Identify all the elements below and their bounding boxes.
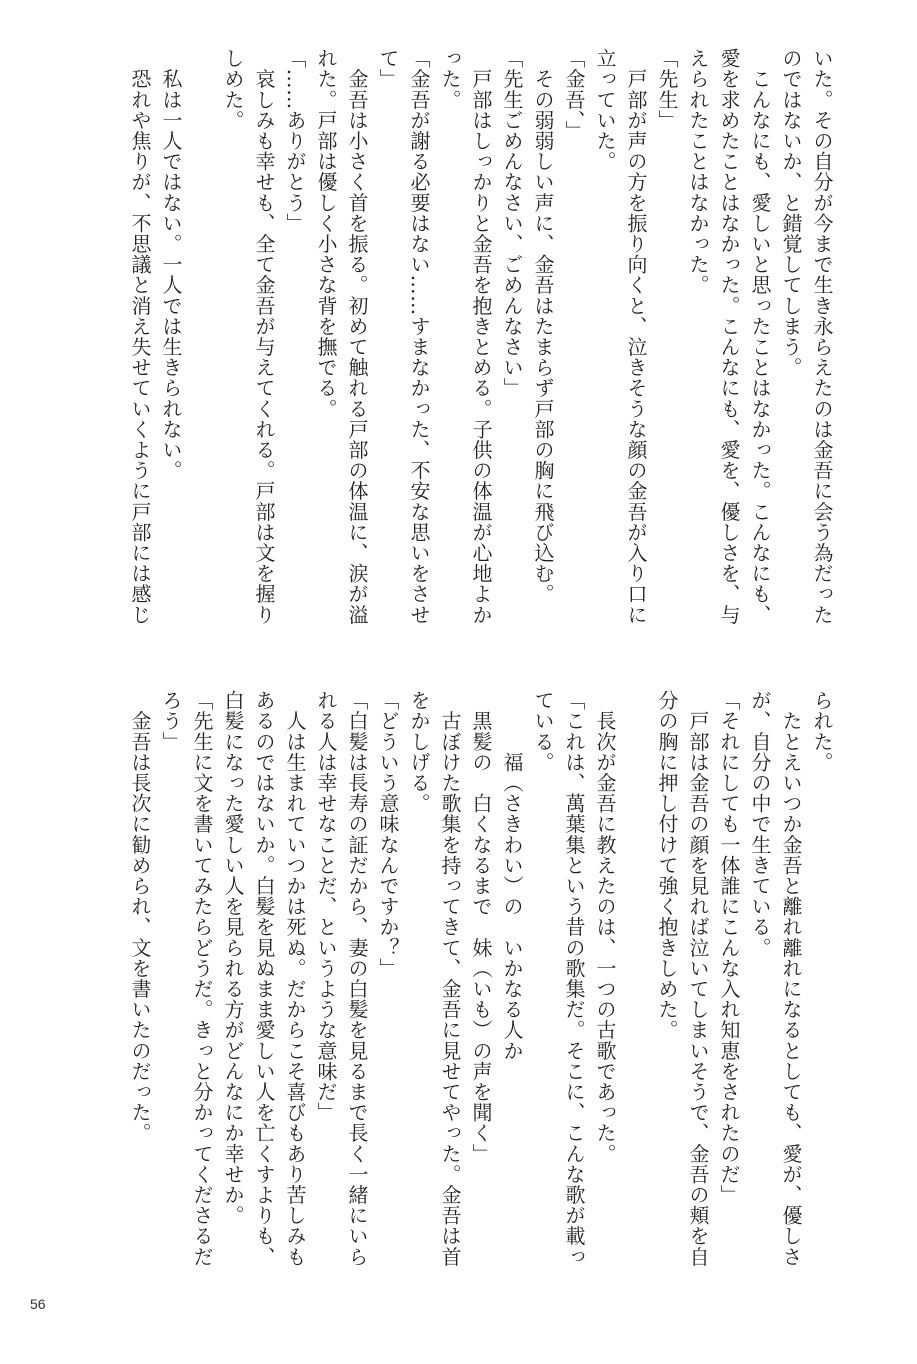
text-line: 「これは、萬葉集という昔の歌集だ。そこに、こんな歌が載っ	[562, 690, 586, 1267]
text-line: 「先生ごめんなさい、ごめんなさい」	[500, 48, 524, 399]
text-line: あるのではないか。白髪を見ぬまま愛しい人を亡くすよりも、	[252, 690, 276, 1267]
text-line	[620, 690, 651, 1270]
text-line: ろう」	[159, 690, 183, 752]
text-line: ている。	[531, 690, 555, 773]
text-line: をかしげる。	[407, 690, 431, 814]
text-line: 愛を求めたことはなかった。こんなにも、愛を、優しさを、与	[717, 48, 741, 625]
text-line: 「どういう意味なんですか？」	[376, 690, 400, 979]
text-line: られた。	[810, 690, 834, 773]
text-line: て」	[376, 48, 400, 90]
text-line: 金吾は長次に勧められ、文を書いたのだった。	[128, 690, 152, 1144]
text-line: 「それにしても一体誰にこんな入れ知恵をされたのだ」	[717, 690, 741, 1205]
text-line: った。	[438, 48, 462, 110]
text-line: いた。その自分が今まで生き永らえたのは金吾に会う為だった	[810, 48, 834, 625]
text-line: 立っていた。	[593, 48, 617, 172]
text-line: たとえいつか金吾と離れ離れになるとしても、愛が、優しさ	[779, 690, 803, 1267]
text-line: しめた。	[221, 48, 245, 131]
text-line: のではないか、と錯覚してしまう。	[779, 48, 803, 378]
text-line: 「先生に文を書いてみたらどうだ。きっと分かってくださるだ	[190, 690, 214, 1267]
text-line: れる人は幸せなことだ、というような意味だ」	[314, 690, 338, 1123]
text-line	[186, 48, 217, 648]
text-line: 「金吾、」	[562, 48, 586, 141]
text-line: 恐れや焦りが、不思議と消え失せていくように戸部には感じ	[128, 48, 152, 625]
text-line: 長次が金吾に教えたのは、一つの古歌であった。	[593, 690, 617, 1164]
text-line: 哀しみも幸せも、全て金吾が与えてくれる。戸部は文を握り	[252, 48, 276, 625]
text-line: 戸部が声の方を振り向くと、泣きそうな顔の金吾が入り口に	[624, 48, 648, 625]
text-line: 古ぼけた歌集を持ってきて、金吾に見せてやった。金吾は首	[438, 690, 462, 1267]
text-line: えられたことはなかった。	[686, 48, 710, 296]
text-line: その弱弱しい声に、金吾はたまらず戸部の胸に飛び込む。	[531, 48, 555, 605]
text-line: 「金吾が謝る必要はない……すまなかった、不安な思いをさせ	[407, 48, 431, 625]
lower-text-block	[124, 690, 837, 1270]
text-line: 「白髪は長寿の証だから、妻の白髪を見るまで長く一緒にいら	[345, 690, 369, 1267]
text-line: が、自分の中で生きている。	[748, 690, 772, 958]
upper-text-block	[124, 48, 837, 648]
text-line: 白髪になった愛しい人を見られる方がどんなにか幸せか。	[221, 690, 245, 1226]
text-line: 「先生」	[655, 48, 679, 131]
text-line: 戸部は金吾の顔を見れば泣いてしまいそうで、金吾の頬を自	[686, 690, 710, 1267]
text-line: 「……ありがとう」	[283, 48, 307, 234]
text-line: れた。戸部は優しく小さな背を撫でる。	[314, 48, 338, 419]
text-line: こんなにも、愛しいと思ったことはなかった。こんなにも、	[748, 48, 772, 625]
page-number: 56	[30, 1296, 46, 1312]
text-line: 金吾は小さく首を振る。初めて触れる戸部の体温に、涙が溢	[345, 48, 369, 625]
text-line: 分の胸に押し付けて強く抱きしめた。	[655, 690, 679, 1041]
text-line: 人は生まれていつかは死ぬ。だからこそ喜びもあり苦しみも	[283, 690, 307, 1267]
text-line: 黒髪の 白くなるまで 妹（いも）の声を聞く」	[469, 690, 493, 1164]
text-line: 戸部はしっかりと金吾を抱きとめる。子供の体温が心地よか	[469, 48, 493, 625]
text-line: 私は一人ではない。一人では生きられない。	[159, 48, 183, 481]
text-line: 福（さきわい）の いかなる人か	[500, 690, 524, 1061]
